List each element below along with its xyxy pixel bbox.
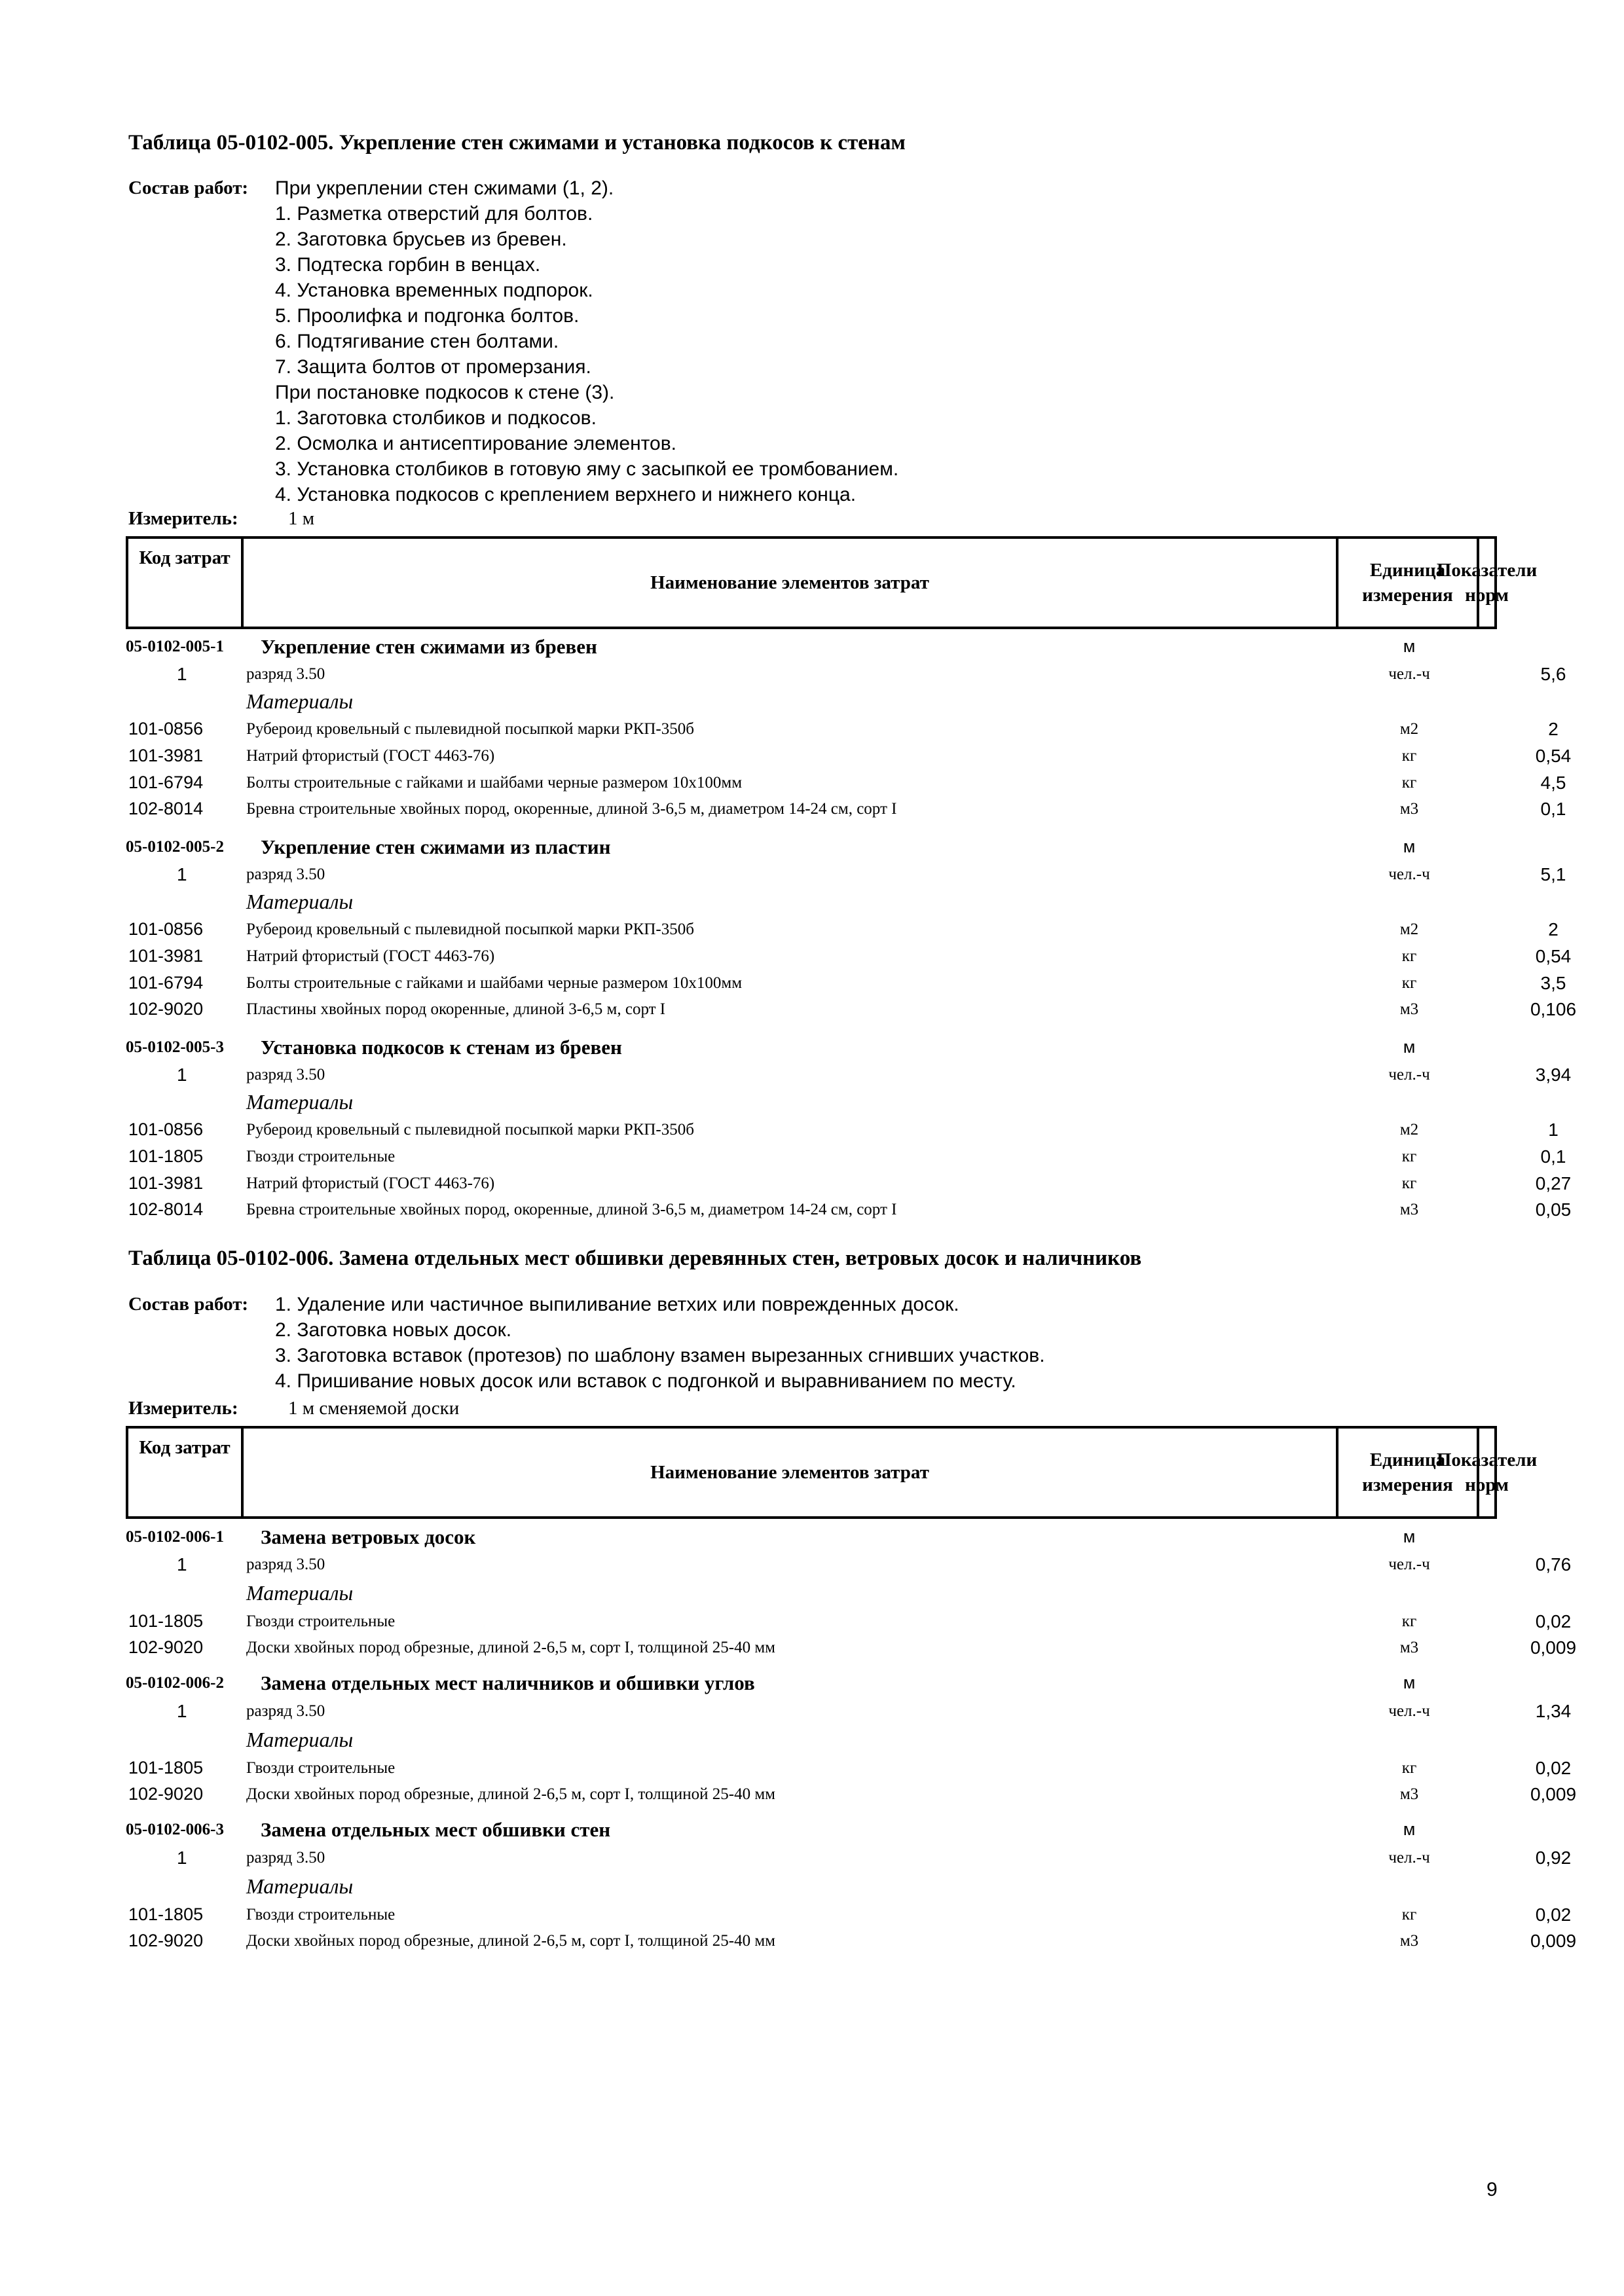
labor-row [126,1551,1572,1578]
material-norm: 0,009 [1530,1637,1577,1658]
material-name: Рубероид кровельный с пылевидной посыпкой марки РКП-350б [246,1121,694,1139]
materials-heading: Материалы [246,890,354,913]
table-header [126,536,1538,629]
material-norm: 2 [1548,919,1559,939]
material-row [126,795,1566,822]
material-norm: 0,02 [1535,1611,1572,1631]
material-norm: 0,54 [1535,946,1572,966]
measurement-value: 1 м сменяемой доски [288,1398,460,1419]
group-code: 05-0102-005-2 [126,838,224,856]
measurement-label: Измеритель: [128,508,238,529]
group-code: 05-0102-006-2 [126,1674,224,1692]
header-name: Наименование элементов затрат [244,1429,1338,1516]
labor-row [126,661,1566,687]
labor-norm: 0,76 [1535,1554,1572,1575]
material-row [126,1116,1559,1143]
group-title: Замена отдельных мест обшивки стен [261,1818,611,1841]
material-norm: 0,02 [1535,1758,1572,1778]
material-row [126,1927,1577,1954]
work-item: При постановке подкосов к стене (3). [275,382,615,403]
labor-norm: 0,92 [1535,1848,1572,1868]
work-item: 2. Осмолка и антисептирование элементов. [275,433,676,454]
material-name: Болты строительные с гайками и шайбами черные размером 10х100мм [246,974,743,992]
header-code: Код затрат [128,1429,244,1516]
materials-heading-row [126,1089,1497,1116]
material-code: 102-8014 [128,799,204,818]
work-composition-label: Состав работ: [128,1294,249,1315]
labor-norm: 5,1 [1540,864,1566,884]
material-code: 101-1805 [128,1146,204,1166]
group-unit: м [1403,1527,1416,1546]
work-composition-list [275,1292,1045,1394]
group-title: Замена ветровых досок [261,1525,476,1548]
table-title-006: Таблица 05-0102-006. Замена отдельных мест обшивки деревянных стен, ветровых досок и наличников [128,1247,1142,1270]
labor-unit: чел.-ч [1388,866,1430,883]
labor-name: разряд 3.50 [246,1066,325,1084]
header-unit: Единица измерения [1338,539,1479,627]
material-code: 101-3981 [128,1173,204,1193]
work-item: 7. Защита болтов от промерзания. [275,356,591,378]
material-code: 101-6794 [128,973,204,993]
group-unit: м [1403,837,1416,856]
material-code: 101-1805 [128,1611,204,1631]
material-name: Доски хвойных пород обрезные, длиной 2-6,5 м, сорт I, толщиной 25-40 мм [246,1932,775,1950]
material-name: Рубероид кровельный с пылевидной посыпкой марки РКП-350б [246,920,694,938]
group-unit: м [1403,1819,1416,1839]
group-row [126,1816,1497,1843]
header-code: Код затрат [128,539,244,627]
group-code: 05-0102-006-3 [126,1821,224,1838]
material-unit: кг [1401,747,1417,765]
header-norm: Показатели норм [1436,560,1538,606]
materials-heading-row [126,888,1497,915]
material-name: Гвозди строительные [246,1759,396,1777]
material-norm: 3,5 [1540,973,1566,993]
material-norm: 0,02 [1535,1904,1572,1925]
material-name: Доски хвойных пород обрезные, длиной 2-6,5 м, сорт I, толщиной 25-40 мм [246,1785,775,1803]
material-row [126,916,1559,943]
header-unit: Единица измерения [1338,1429,1479,1516]
work-item: 5. Проолифка и подгонка болтов. [275,305,580,327]
work-item: 1. Заготовка столбиков и подкосов. [275,407,597,429]
labor-norm: 3,94 [1535,1065,1572,1085]
table-title-005: Таблица 05-0102-005. Укрепление стен сжимами и установка подкосов к стенам [128,131,906,155]
materials-heading-row [126,1726,1497,1753]
material-unit: м3 [1399,800,1419,818]
material-unit: кг [1401,974,1417,992]
labor-num: 1 [177,1848,187,1868]
material-name: Гвозди строительные [246,1906,396,1923]
labor-num: 1 [177,1554,187,1575]
group-unit: м [1403,1673,1416,1692]
materials-heading: Материалы [246,1581,354,1605]
labor-row [126,1061,1572,1088]
material-unit: кг [1401,1175,1417,1192]
work-item: 1. Удаление или частичное выпиливание ветхих или поврежденных досок. [275,1294,959,1315]
material-norm: 0,009 [1530,1931,1577,1951]
material-norm: 0,54 [1535,746,1572,766]
group-row [126,833,1497,860]
labor-num: 1 [177,864,187,884]
material-norm: 1 [1548,1120,1559,1140]
material-unit: кг [1401,1759,1417,1777]
material-row [126,1781,1577,1808]
material-name: Бревна строительные хвойных пород, окоренные, длиной 3-6,5 м, диаметром 14-24 см, сорт I [246,1201,897,1218]
group-title: Укрепление стен сжимами из бревен [261,635,597,658]
labor-name: разряд 3.50 [246,1702,325,1720]
material-unit: м3 [1399,1201,1419,1218]
group-unit: м [1403,636,1416,656]
material-norm: 4,5 [1540,773,1566,793]
group-title: Укрепление стен сжимами из пластин [261,835,611,858]
work-item: При укреплении стен сжимами (1, 2). [275,177,614,199]
group-unit: м [1403,1037,1416,1057]
group-code: 05-0102-005-1 [126,638,224,655]
labor-name: разряд 3.50 [246,1556,325,1573]
material-norm: 0,27 [1535,1173,1572,1194]
material-unit: м2 [1399,720,1419,738]
materials-heading: Материалы [246,1874,354,1898]
material-row [126,742,1572,769]
material-code: 101-0856 [128,1120,204,1139]
header-name: Наименование элементов затрат [244,539,1338,627]
material-code: 101-3981 [128,946,204,966]
labor-unit: чел.-ч [1388,1556,1430,1573]
material-row [126,943,1572,970]
material-code: 101-6794 [128,773,204,792]
header-norm: Показатели норм [1436,1449,1538,1495]
material-code: 101-1805 [128,1758,204,1777]
group-row [126,1523,1497,1550]
work-item: 2. Заготовка новых досок. [275,1319,512,1341]
material-code: 101-0856 [128,919,204,939]
material-name: Бревна строительные хвойных пород, окоренные, длиной 3-6,5 м, диаметром 14-24 см, сорт I [246,800,897,818]
material-row [126,1143,1566,1170]
material-unit: кг [1401,1148,1417,1165]
work-item: 6. Подтягивание стен болтами. [275,331,559,352]
material-code: 101-3981 [128,746,204,765]
material-code: 101-0856 [128,719,204,738]
group-code: 05-0102-006-1 [126,1528,224,1546]
group-row [126,1669,1497,1696]
group-row [126,633,1497,660]
material-norm: 2 [1548,719,1559,739]
material-unit: м3 [1399,1639,1419,1656]
labor-unit: чел.-ч [1388,665,1430,683]
group-code: 05-0102-005-3 [126,1038,224,1056]
page-number: 9 [1486,2179,1498,2200]
material-unit: м2 [1399,1121,1419,1139]
material-row [126,970,1566,996]
work-composition-list [275,175,898,507]
material-row [126,769,1566,796]
material-unit: кг [1401,1613,1417,1630]
material-name: Натрий фтористый (ГОСТ 4463-76) [246,1175,495,1192]
work-item: 1. Разметка отверстий для болтов. [275,203,593,225]
measurement-label: Измеритель: [128,1398,238,1419]
material-norm: 0,1 [1540,1146,1566,1167]
material-name: Гвозди строительные [246,1613,396,1630]
material-name: Рубероид кровельный с пылевидной посыпкой марки РКП-350б [246,720,694,738]
material-name: Болты строительные с гайками и шайбами черные размером 10х100мм [246,774,743,792]
material-unit: кг [1401,947,1417,965]
materials-heading: Материалы [246,1728,354,1751]
group-title: Установка подкосов к стенам из бревен [261,1036,622,1059]
material-norm: 0,1 [1540,799,1566,819]
labor-row [126,861,1566,888]
labor-unit: чел.-ч [1388,1066,1430,1084]
labor-name: разряд 3.50 [246,866,325,883]
material-norm: 0,009 [1530,1784,1577,1804]
labor-unit: чел.-ч [1388,1849,1430,1867]
labor-unit: чел.-ч [1388,1702,1430,1720]
material-name: Пластины хвойных пород окоренные, длиной 3-6,5 м, сорт I [246,1000,666,1018]
labor-num: 1 [177,664,187,684]
work-item: 4. Установка подкосов с креплением верхнего и нижнего конца. [275,484,857,505]
group-row [126,1034,1497,1061]
work-item: 3. Установка столбиков в готовую яму с засыпкой ее тромбованием. [275,458,899,480]
material-unit: кг [1401,774,1417,792]
materials-heading: Материалы [246,1090,354,1114]
labor-row [126,1844,1572,1871]
materials-heading: Материалы [246,689,354,713]
work-item: 3. Заготовка вставок (протезов) по шаблону взамен вырезанных сгнивших участков. [275,1345,1045,1366]
material-code: 102-9020 [128,1637,204,1657]
labor-name: разряд 3.50 [246,665,325,683]
material-unit: м3 [1399,1000,1419,1018]
work-item: 4. Установка временных подпорок. [275,280,593,301]
material-name: Натрий фтористый (ГОСТ 4463-76) [246,947,495,965]
labor-name: разряд 3.50 [246,1849,325,1867]
labor-norm: 5,6 [1540,664,1566,684]
material-unit: кг [1401,1906,1417,1923]
work-item: 4. Пришивание новых досок или вставок с подгонкой и выравниванием по месту. [275,1370,1016,1392]
material-code: 102-8014 [128,1199,204,1219]
material-code: 101-1805 [128,1904,204,1924]
materials-heading-row [126,688,1497,715]
material-code: 102-9020 [128,999,204,1019]
material-row [126,716,1559,742]
material-code: 102-9020 [128,1784,204,1804]
material-norm: 0,106 [1530,999,1577,1019]
material-unit: м2 [1399,920,1419,938]
material-row [126,1170,1572,1197]
material-name: Доски хвойных пород обрезные, длиной 2-6,5 м, сорт I, толщиной 25-40 мм [246,1639,775,1656]
work-item: 2. Заготовка брусьев из бревен. [275,228,567,250]
material-row [126,1608,1572,1635]
material-row [126,1901,1572,1928]
materials-heading-row [126,1580,1497,1607]
material-name: Гвозди строительные [246,1148,396,1165]
table-header [126,1426,1538,1519]
measurement-value: 1 м [288,508,315,529]
material-row [126,1755,1572,1781]
materials-heading-row [126,1873,1497,1900]
work-item: 3. Подтеска горбин в венцах. [275,254,541,276]
material-unit: м3 [1399,1785,1419,1803]
material-norm: 0,05 [1535,1199,1572,1220]
labor-num: 1 [177,1065,187,1085]
group-title: Замена отдельных мест наличников и обшивки углов [261,1671,755,1694]
material-row [126,1196,1572,1223]
labor-norm: 1,34 [1535,1701,1572,1721]
material-row [126,996,1577,1023]
labor-row [126,1698,1572,1724]
material-row [126,1634,1577,1661]
work-composition-label: Состав работ: [128,177,249,198]
material-name: Натрий фтористый (ГОСТ 4463-76) [246,747,495,765]
material-code: 102-9020 [128,1931,204,1950]
material-unit: м3 [1399,1932,1419,1950]
labor-num: 1 [177,1701,187,1721]
